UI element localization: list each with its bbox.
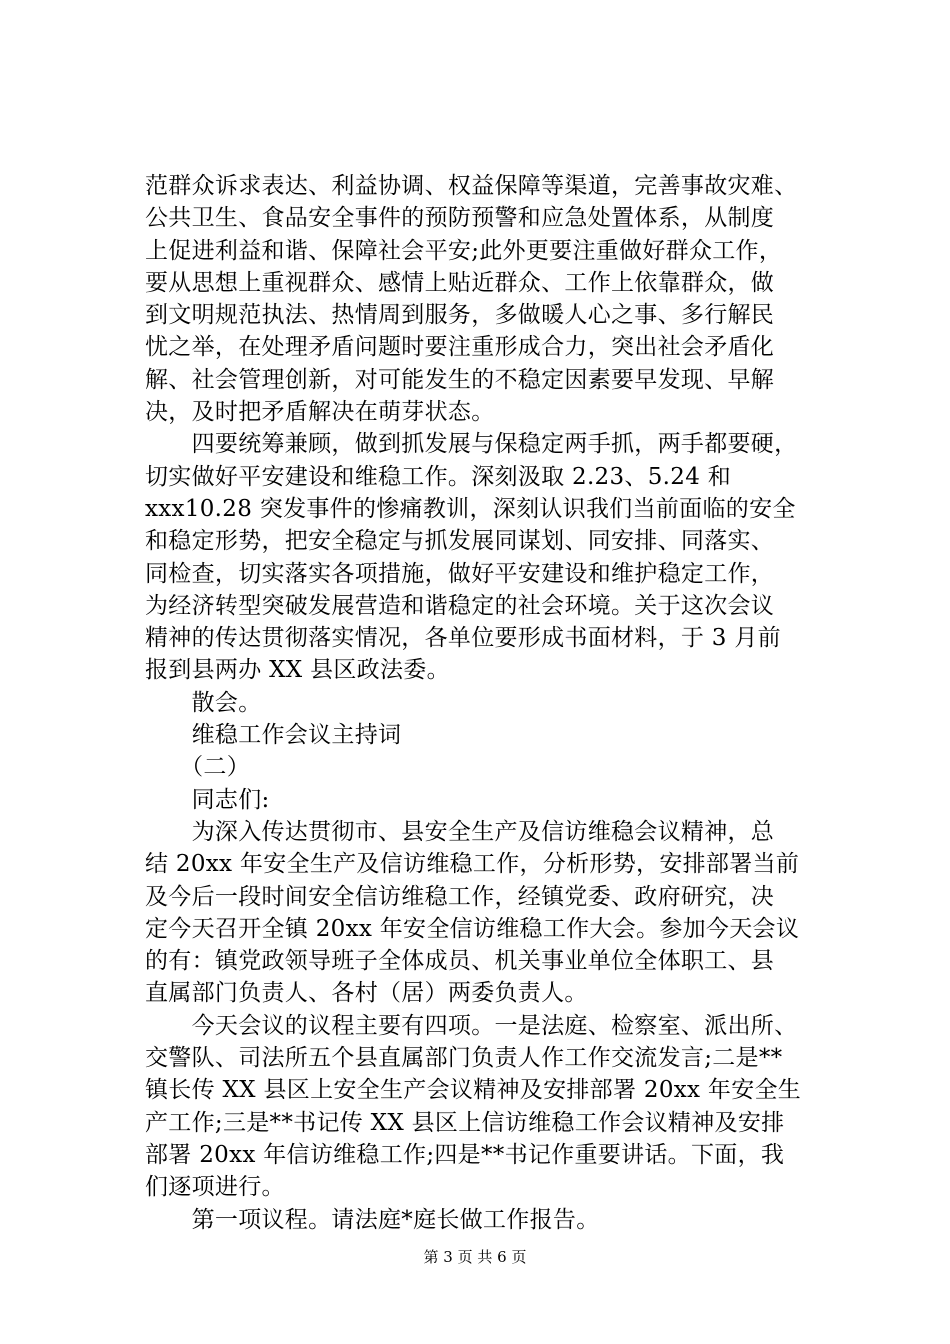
body-text-line: 精神的传达贯彻落实情况，各单位要形成书面材料，于 3 月前 <box>145 625 781 652</box>
document-body <box>145 170 835 1236</box>
body-text-line: 今天会议的议程主要有四项。一是法庭、检察室、派出所、 <box>145 1012 798 1039</box>
page-number-label: 第 3 页 共 6 页 <box>423 1248 527 1266</box>
body-text-line: （二） <box>145 754 250 781</box>
body-text-line: 部署 20xx 年信访维稳工作;四是**书记作重要讲话。下面，我 <box>145 1141 785 1168</box>
body-text-line: 结 20xx 年安全生产及信访维稳工作，分析形势，安排部署当前 <box>145 851 800 878</box>
body-text-line: 散会。 <box>145 689 262 716</box>
body-text-line: 第一项议程。请法庭*庭长做工作报告。 <box>145 1206 600 1233</box>
body-text-line: 定今天召开全镇 20xx 年安全信访维稳工作大会。参加今天会议 <box>145 915 800 942</box>
body-text-line: 为深入传达贯彻市、县安全生产及信访维稳会议精神，总 <box>145 818 775 845</box>
body-text-line: 同检查，切实落实各项措施，做好平安建设和维护稳定工作， <box>145 560 775 587</box>
body-text-line: 四要统筹兼顾，做到抓发展与保稳定两手抓，两手都要硬， <box>145 431 798 458</box>
body-text-line: 为经济转型突破发展营造和谐稳定的社会环境。关于这次会议 <box>145 592 775 619</box>
body-text-line: 和稳定形势，把安全稳定与抓发展同谋划、同安排、同落实、 <box>145 528 775 555</box>
body-text-line: 及今后一段时间安全信访维稳工作，经镇党委、政府研究，决 <box>145 883 775 910</box>
body-text-line: 公共卫生、食品安全事件的预防预警和应急处置体系，从制度 <box>145 205 775 232</box>
body-text-line: xxx10.28 突发事件的惨痛教训，深刻认识我们当前面临的安全 <box>145 495 796 522</box>
body-text-line: 切实做好平安建设和维稳工作。深刻汲取 2.23、5.24 和 <box>145 463 732 490</box>
body-text-line: 产工作;三是**书记传 XX 县区上信访维稳工作会议精神及安排 <box>145 1109 785 1136</box>
body-text-line: 交警队、司法所五个县直属部门负责人作工作交流发言;二是** <box>145 1045 783 1072</box>
body-text-line: 要从思想上重视群众、感情上贴近群众、工作上依靠群众，做 <box>145 269 775 296</box>
body-text-line: 忧之举，在处理矛盾问题时要注重形成合力，突出社会矛盾化 <box>145 334 775 361</box>
body-text-line: 维稳工作会议主持词 <box>145 722 402 749</box>
body-text-line: 的有：镇党政领导班子全体成员、机关事业单位全体职工、县 <box>145 948 775 975</box>
body-text-line: 们逐项进行。 <box>145 1174 285 1201</box>
body-text-line: 镇长传 XX 县区上安全生产会议精神及安排部署 20xx 年安全生 <box>145 1077 802 1104</box>
body-text-line: 直属部门负责人、各村（居）两委负责人。 <box>145 980 588 1007</box>
page-footer <box>0 1247 950 1267</box>
body-text-line: 报到县两办 XX 县区政法委。 <box>145 657 450 684</box>
body-text-line: 到文明规范执法、热情周到服务，多做暖人心之事、多行解民 <box>145 302 775 329</box>
body-text-line: 解、社会管理创新，对可能发生的不稳定因素要早发现、早解 <box>145 366 775 393</box>
body-text-line: 上促进利益和谐、保障社会平安;此外更要注重做好群众工作， <box>145 237 783 264</box>
body-text-line: 范群众诉求表达、利益协调、权益保障等渠道，完善事故灾难、 <box>145 173 798 199</box>
body-text-line: 决，及时把矛盾解决在萌芽状态。 <box>145 399 495 426</box>
body-text-line: 同志们: <box>145 786 270 813</box>
